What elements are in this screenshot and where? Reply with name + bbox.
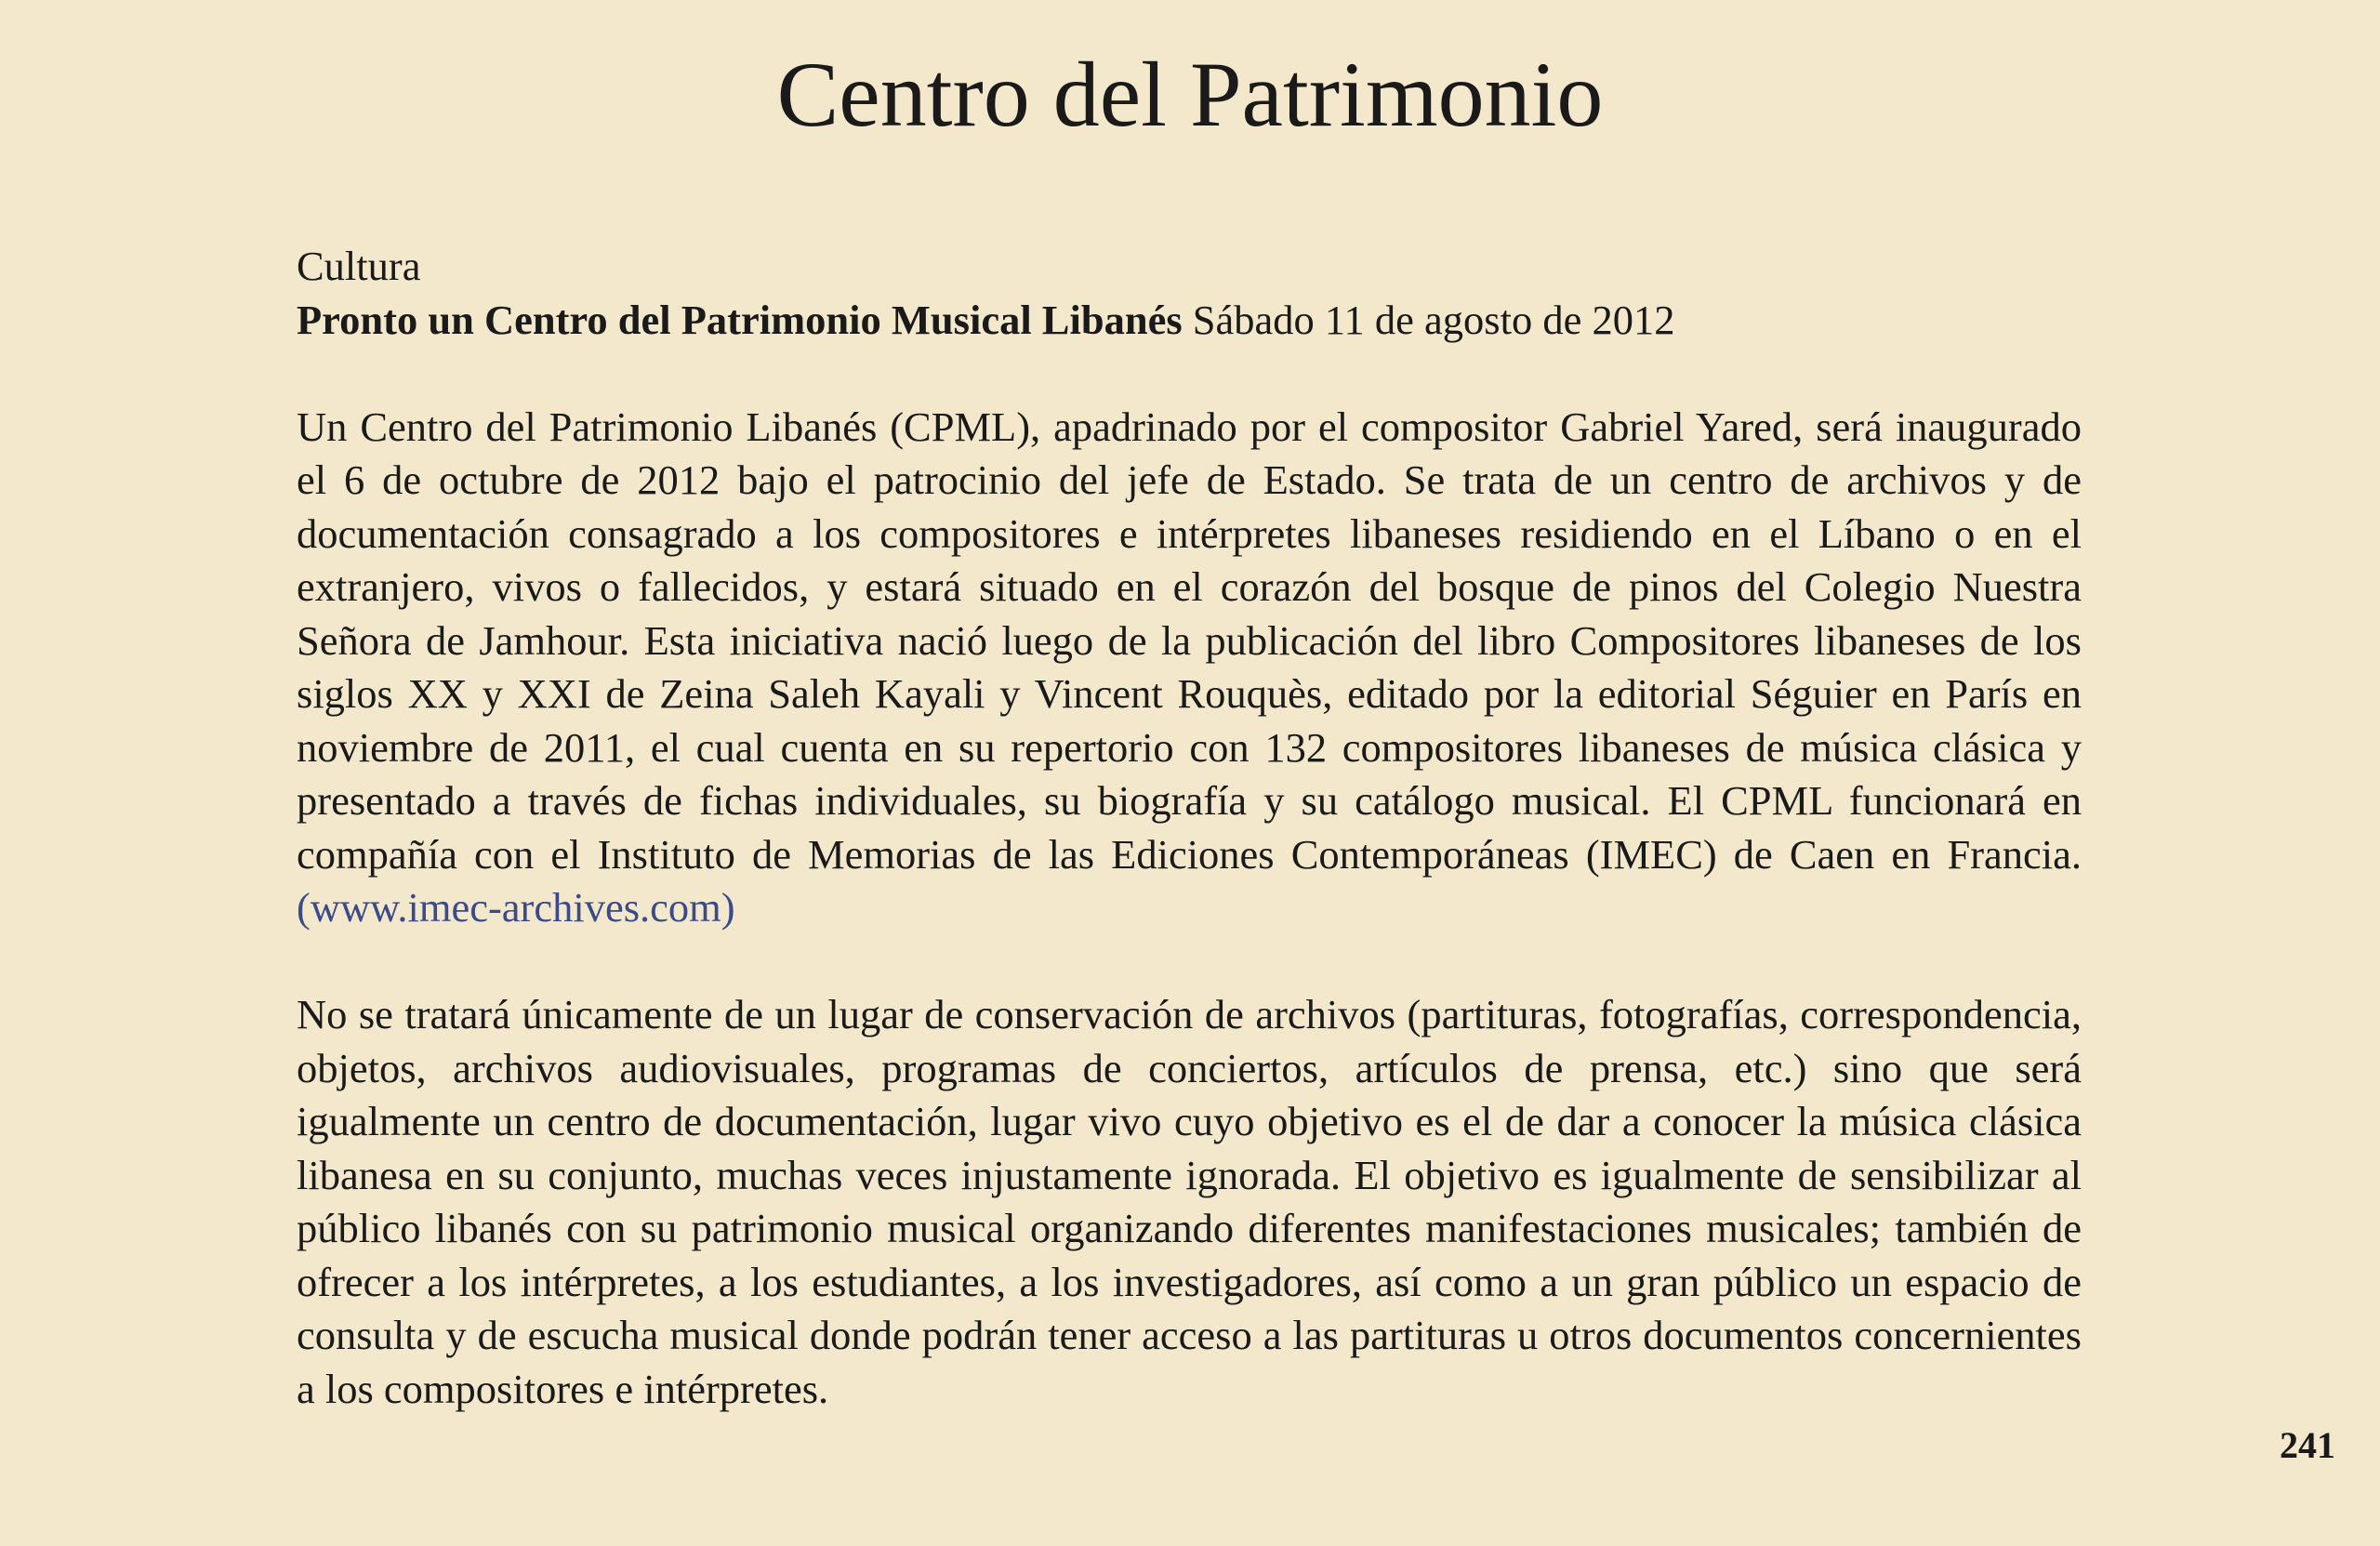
section-label: Cultura [297, 243, 421, 289]
article [297, 240, 2082, 1416]
article-paragraph-2: No se tratará únicamente de un lugar de conservación de archivos (partituras, fotografías, correspondencia, objetos, archivos audiovisuales, programas de conciertos, artículos de prensa, etc.) sino que será igualmente un centro de documentación, lugar vivo cuyo objetivo es el de dar a conocer la música clásica libanesa en su conjunto, muchas veces injustamente ignorada. El objetivo es igualmente de sensibilizar al público libanés con su patrimonio musical organizando diferentes manifestaciones musicales; también de ofrecer a los intérpretes, a los estudiantes, a los investigadores, así como a un gran público un espacio de consulta y de escucha musical donde podrán tener acceso a las partituras u otros documentos concernientes a los compositores e intérpretes. [297, 991, 2082, 1412]
paragraph-1-text: Un Centro del Patrimonio Libanés (CPML), apadrinado por el compositor Gabriel Yared, será inaugurado el 6 de octubre de 2012 bajo el patrocinio del jefe de Estado. Se trata de un centro de archivos y de documentación consagrado a los compositores e intérpretes libaneses residiendo en el Líbano o en el extranjero, vivos o fallecidos, y estará situado en el corazón del bosque de pinos del Colegio Nuestra Señora de Jamhour. Esta iniciativa nació luego de la publicación del libro Compositores libaneses de los siglos XX y XXI de Zeina Saleh Kayali y Vincent Rouquès, editado por la editorial Séguier en París en noviembre de 2011, el cual cuenta en su repertorio con 132 compositores libaneses de música clásica y presentado a través de fichas individuales, su biografía y su catálogo musical. El CPML funcionará en compañía con el Instituto de Memorias de las Ediciones Contemporáneas (IMEC) de Caen en Francia. [297, 403, 2082, 878]
article-date: Sábado 11 de agosto de 2012 [1192, 296, 1675, 343]
article-headline-line [297, 294, 2082, 348]
page-number: 241 [2280, 1424, 2335, 1466]
article-paragraph-1 [297, 401, 2082, 935]
imec-archives-link[interactable]: (www.imec-archives.com) [297, 884, 735, 931]
page-title: Centro del Patrimonio [776, 43, 1604, 146]
article-headline: Pronto un Centro del Patrimonio Musical Libanés [297, 296, 1183, 343]
